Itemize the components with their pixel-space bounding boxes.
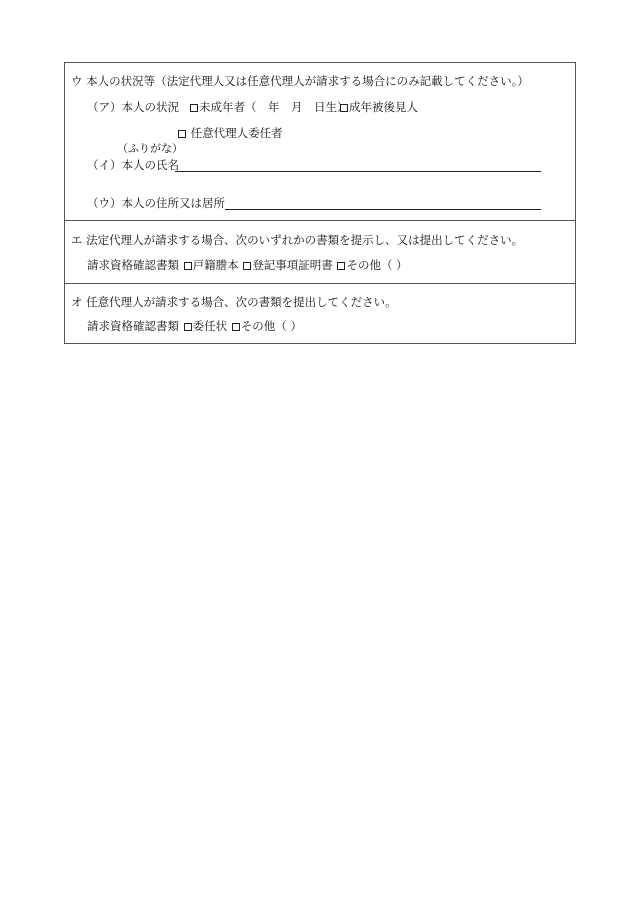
- section-u: [65, 63, 575, 221]
- section-e-docs-row: [87, 258, 408, 272]
- power-of-attorney-label: 委任状: [192, 319, 228, 333]
- power-of-attorney-option[interactable]: [183, 319, 228, 333]
- section-u-heading: ウ 本人の状況等（法定代理人又は任意代理人が請求する場合にのみ記載してください。）: [71, 74, 529, 88]
- registry-cert-checkbox[interactable]: [243, 262, 251, 270]
- furigana-label: （ふりがな）: [117, 142, 183, 155]
- address-field[interactable]: [225, 209, 541, 210]
- registry-cert-option[interactable]: [242, 258, 333, 272]
- other-option[interactable]: [231, 319, 302, 333]
- family-register-checkbox[interactable]: [184, 262, 192, 270]
- principal-label: 任意代理人委任者: [190, 126, 283, 140]
- status-label: （ア）本人の状況: [87, 100, 179, 114]
- other-checkbox[interactable]: [232, 323, 240, 331]
- minor-label: 未成年者（ 年 月 日生）: [199, 100, 349, 114]
- docs-label: 請求資格確認書類: [87, 319, 179, 333]
- family-register-label: 戸籍謄本: [192, 258, 239, 272]
- registry-cert-label: 登記事項証明書: [252, 258, 333, 272]
- section-o-heading: オ 任意代理人が請求する場合、次の書類を提出してください。: [71, 295, 397, 309]
- other-checkbox[interactable]: [337, 262, 345, 270]
- adult-ward-option[interactable]: [339, 100, 418, 114]
- address-label: （ウ）本人の住所又は居所: [87, 196, 225, 210]
- docs-label: 請求資格確認書類: [87, 258, 179, 272]
- other-option[interactable]: [336, 258, 407, 272]
- minor-option[interactable]: [189, 100, 349, 114]
- adult-ward-checkbox[interactable]: [340, 104, 348, 112]
- form-box: [64, 62, 576, 344]
- adult-ward-label: 成年被後見人: [349, 100, 418, 114]
- minor-checkbox[interactable]: [190, 104, 198, 112]
- principal-option[interactable]: [177, 126, 283, 140]
- principal-checkbox[interactable]: [178, 130, 186, 138]
- section-o-docs-row: [87, 319, 302, 333]
- section-o: [65, 283, 575, 343]
- other-label: その他（ ）: [346, 258, 408, 272]
- power-of-attorney-checkbox[interactable]: [184, 323, 192, 331]
- name-field[interactable]: [175, 171, 541, 172]
- name-label: （イ）本人の氏名: [87, 158, 179, 172]
- other-label: その他（ ）: [240, 319, 302, 333]
- family-register-option[interactable]: [183, 258, 239, 272]
- section-e: [65, 220, 575, 284]
- section-e-heading: エ 法定代理人が請求する場合、次のいずれかの書類を提示し、又は提出してください。: [71, 233, 524, 247]
